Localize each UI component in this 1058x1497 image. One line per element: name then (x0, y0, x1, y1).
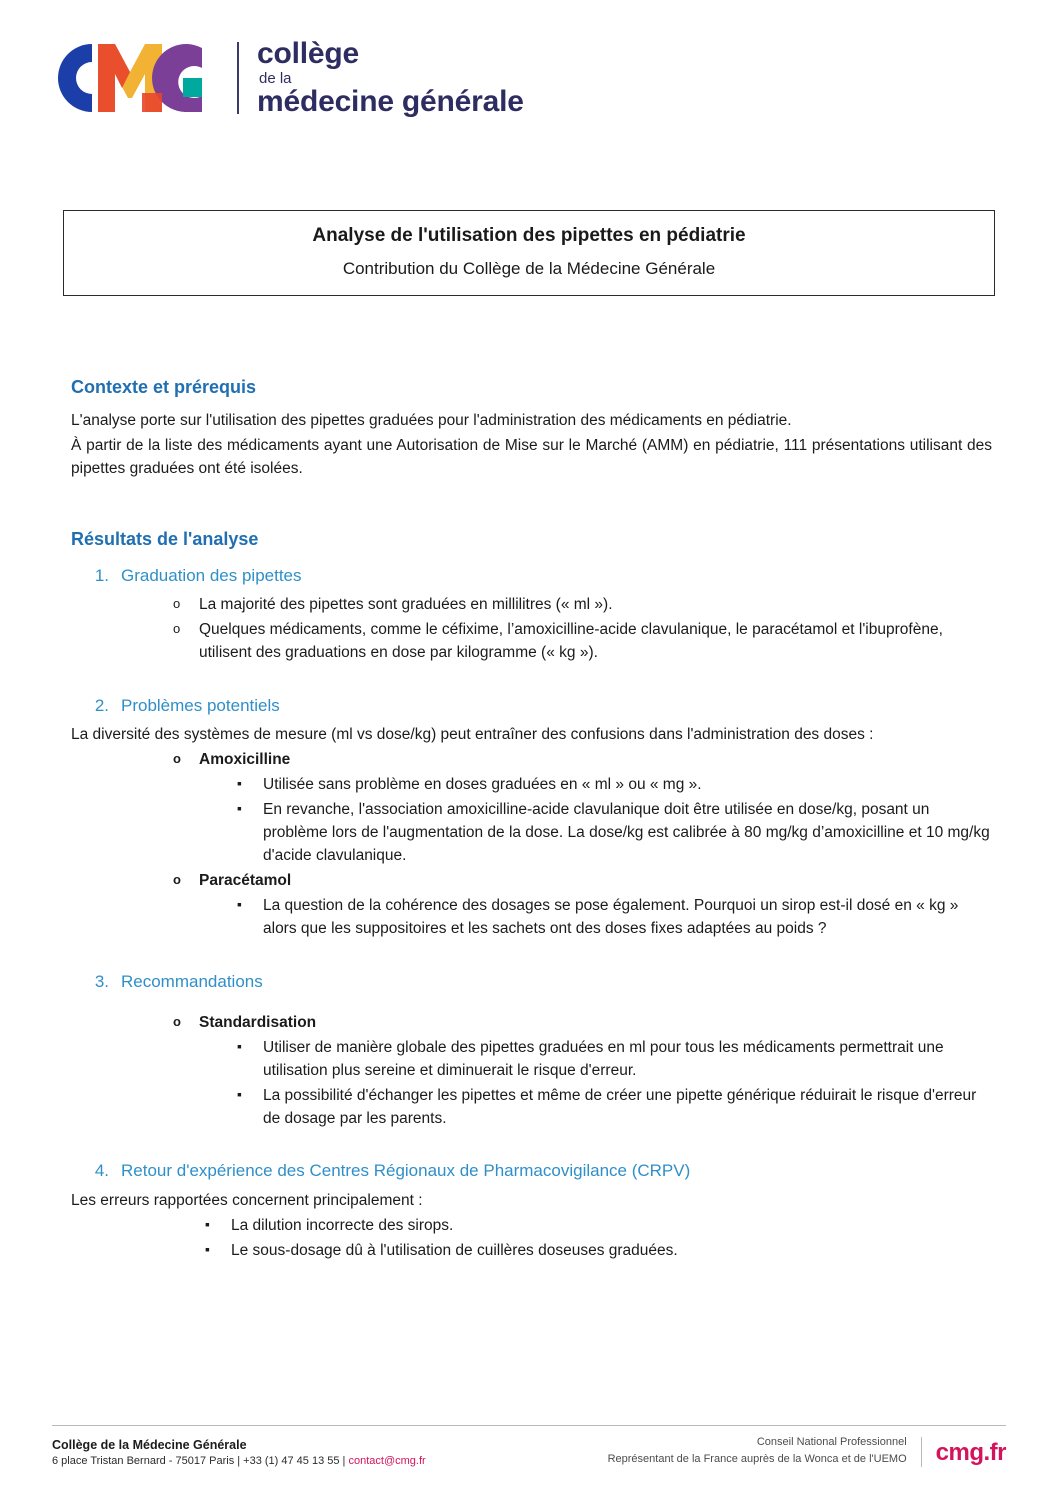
footer-right-divider (921, 1437, 922, 1467)
result-2-number: 2. (94, 696, 109, 716)
footer-address (52, 1455, 426, 1467)
result-1-title: Graduation des pipettes (121, 566, 302, 586)
page-footer (0, 1425, 1058, 1467)
footer-site-logo[interactable]: cmg.fr (935, 1439, 1006, 1466)
list-item: o Quelques médicaments, comme le céfixime, l’amoxicilline-acide clavulanique, le paracétamol et l'ibuprofène, utilisent des graduations en dose par kilogramme (« kg »). (167, 619, 992, 665)
result-3-number: 3. (94, 971, 109, 991)
list-item-paracetamol (167, 870, 992, 941)
result-item-4 (71, 1158, 992, 1262)
list-item-standardisation (167, 1012, 992, 1131)
result-4-title: Retour d'expérience des Centres Régionaux de Pharmacovigilance (CRPV) (121, 1161, 691, 1181)
section-heading-contexte: Contexte et prérequis (71, 377, 257, 397)
contexte-paragraph-1: L'analyse porte sur l'utilisation des pipettes graduées pour l'administration des médicaments en pédiatrie. (71, 411, 792, 429)
result-item-1 (71, 563, 992, 665)
title-box (63, 210, 995, 296)
result-2-intro: La diversité des systèmes de mesure (ml vs dose/kg) peut entraîner des confusions dans l'administration des doses : (71, 726, 874, 744)
logo-divider (237, 42, 239, 114)
logo-wordmark (257, 39, 524, 117)
cmg-logo (52, 38, 524, 118)
result-item-3 (71, 969, 992, 1131)
result-3-title: Recommandations (121, 971, 263, 991)
logo-line-dela: de la (259, 70, 292, 87)
page-title: Analyse de l'utilisation des pipettes en pédiatrie (312, 225, 746, 246)
result-4-intro: Les erreurs rapportées concernent principalement : (71, 1191, 423, 1209)
result-item-2 (71, 693, 992, 941)
list-item: ▪ En revanche, l'association amoxicilline-acide clavulanique doit être utilisée en dose/kg, posant un problème lors de l'augmentation de la dose. La dose/kg est calibrée à 80 mg/kg d’amoxicilline et 10 mg/kg d'acide clavulanique. (233, 799, 992, 868)
result-1-bullets (71, 594, 992, 665)
result-2-header (71, 693, 992, 718)
list-item: o La majorité des pipettes sont graduées en millilitres (« ml »). (167, 594, 992, 617)
footer-address-text: 6 place Tristan Bernard - 75017 Paris | +33 (1) 47 45 13 55 | (52, 1455, 346, 1467)
list-item: ▪ La dilution incorrecte des sirops. (201, 1215, 992, 1238)
results-list (71, 563, 992, 1262)
footer-divider (52, 1425, 1006, 1426)
list-item: ▪ Utilisée sans problème en doses graduées en « ml » ou « mg ». (233, 774, 992, 797)
paracetamol-subbullets (199, 895, 992, 941)
footer-cnp-line2: Représentant de la France auprès de la Wonca et de l'UEMO (607, 1452, 907, 1465)
amoxicilline-subbullets (199, 774, 992, 868)
footer-cnp-line1: Conseil National Professionnel (756, 1436, 907, 1448)
result-1-number: 1. (94, 566, 109, 586)
list-item-label: Standardisation (199, 1013, 317, 1031)
list-item-label: Amoxicilline (199, 751, 291, 769)
result-1-header (71, 563, 992, 588)
footer-right (608, 1434, 1006, 1467)
list-item-amoxicilline (167, 749, 992, 868)
standardisation-subbullets (199, 1037, 992, 1131)
document-body (71, 296, 992, 1262)
list-item: ▪ Le sous-dosage dû à l'utilisation de cuillères doseuses graduées. (201, 1240, 992, 1263)
page-header (0, 0, 1058, 118)
result-4-number: 4. (94, 1161, 109, 1181)
logo-line-college: collège (257, 37, 359, 70)
footer-email-link[interactable]: contact@cmg.fr (348, 1455, 426, 1467)
list-item: ▪ La question de la cohérence des dosages se pose également. Pourquoi un sirop est-il dosé en « kg » alors que les suppositoires et les sachets ont des doses fixes adaptées au poids ? (233, 895, 992, 941)
list-item: ▪ La possibilité d'échanger les pipettes et même de créer une pipette générique réduirait le risque d'erreur de dosage par les parents. (233, 1085, 992, 1131)
page-subtitle: Contribution du Collège de la Médecine Générale (342, 259, 716, 278)
logo-line-medecine-generale: médecine générale (257, 85, 524, 118)
list-item: ▪ Utiliser de manière globale des pipettes graduées en ml pour tous les médicaments permettrait une utilisation plus sereine et diminuerait le risque d'erreur. (233, 1037, 992, 1083)
list-item-label: Paracétamol (199, 871, 292, 889)
result-2-bullets (71, 749, 992, 941)
cmg-logo-mark-icon (52, 38, 227, 118)
footer-left (52, 1438, 426, 1467)
section-heading-resultats: Résultats de l'analyse (71, 529, 259, 550)
result-3-bullets (71, 1012, 992, 1131)
result-4-header (71, 1158, 992, 1183)
result-4-bullets (71, 1215, 992, 1263)
result-2-title: Problèmes potentiels (121, 696, 280, 716)
footer-org-name: Collège de la Médecine Générale (52, 1438, 247, 1452)
contexte-paragraph-2: À partir de la liste des médicaments ayant une Autorisation de Mise sur le Marché (AMM) en pédiatrie, 111 présentations utilisant des pipettes graduées ont été isolées. (71, 436, 992, 477)
result-3-header (71, 969, 992, 994)
